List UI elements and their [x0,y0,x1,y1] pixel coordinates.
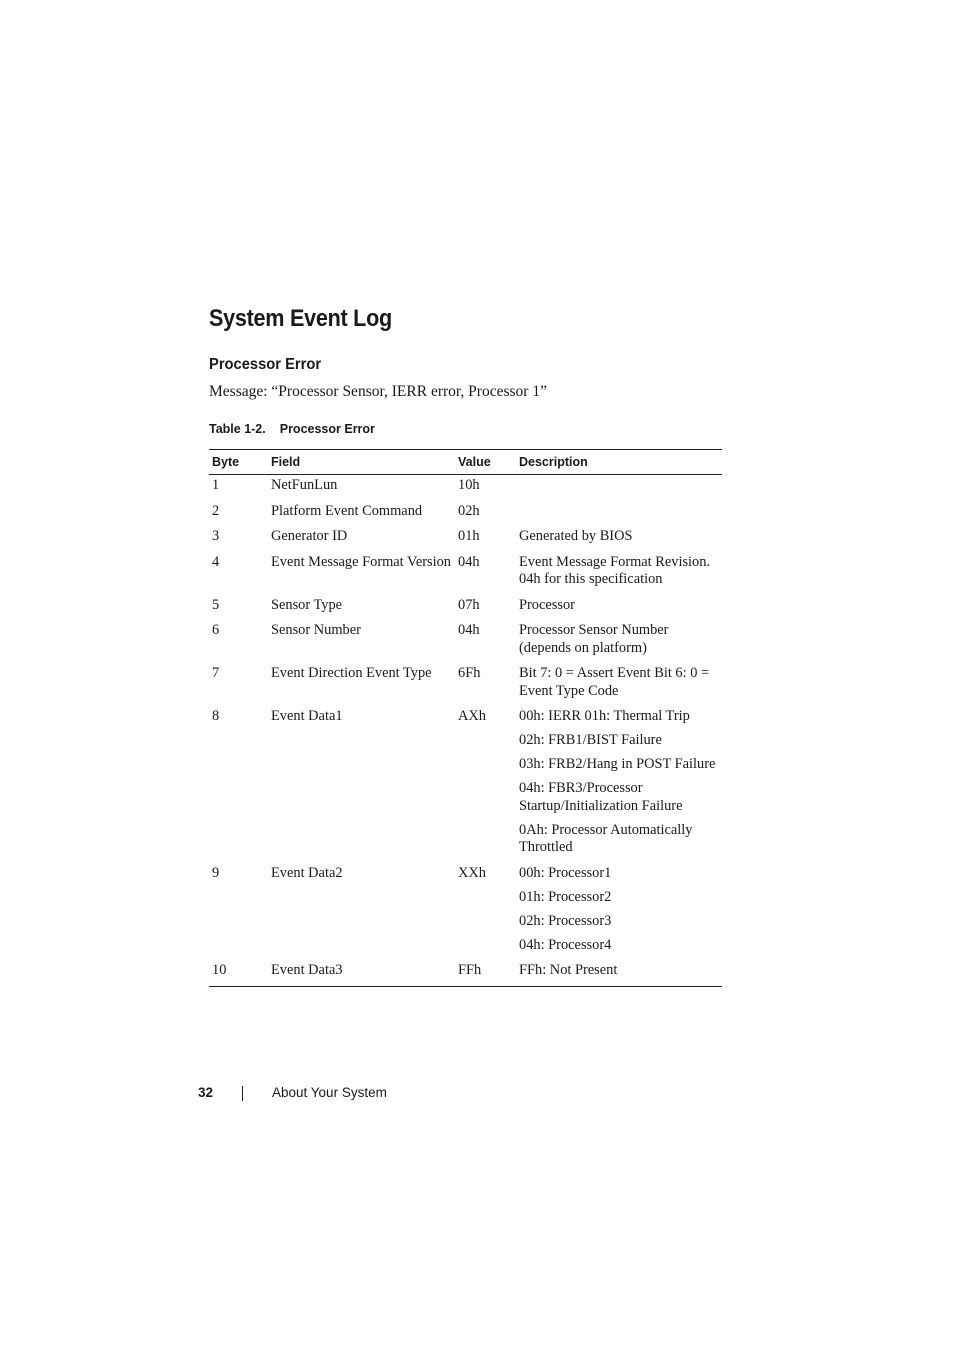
cell-byte: 8 [212,708,220,724]
cell-value: FFh [458,962,482,978]
cell-field: Event Message Format Version [271,553,451,570]
cell-description [516,863,722,961]
cell-description [516,595,722,621]
table-body [209,475,722,987]
cell-field: Event Direction Event Type [271,665,432,681]
cell-value: 02h [458,502,480,519]
description-line: 02h: Processor3 [519,912,612,929]
cell-byte: 1 [212,477,220,493]
processor-error-table [209,449,722,987]
cell-byte: 9 [212,864,220,881]
processor-error-table-wrap [209,449,722,987]
description-line: Generated by BIOS [519,528,633,544]
description-line: 0Ah: Processor Automatically Throttled [519,821,693,855]
page-title: System Event Log [209,305,392,332]
cell-value: 6Fh [458,665,481,681]
header-description: Description [519,455,588,469]
table-caption [209,420,375,438]
table-caption-number: Table 1-2. [209,422,266,436]
description-line: 04h: Processor4 [519,936,612,953]
cell-byte: 10 [212,962,227,978]
cell-field: Sensor Type [271,596,343,613]
table-row [209,663,722,706]
footer-chapter: About Your System [272,1085,387,1100]
message-text: Message: “Processor Sensor, IERR error, Processor 1” [209,383,547,400]
section-heading: Processor Error [209,356,322,373]
cell-description [516,475,722,501]
cell-description [516,663,722,706]
description-line: 02h: FRB1/BIST Failure [519,732,662,748]
table-row [209,526,722,552]
description-line: Bit 7: 0 = Assert Event Bit 6: 0 = Event Type Code [519,665,710,699]
cell-field: NetFunLun [271,477,338,493]
cell-value: XXh [458,864,486,881]
cell-field: Event Data1 [271,708,343,724]
table-row [209,863,722,961]
description-line: 00h: IERR 01h: Thermal Trip [519,708,690,724]
cell-field: Sensor Number [271,622,361,638]
page-footer [0,1083,954,1103]
description-line: 03h: FRB2/Hang in POST Failure [519,756,716,772]
cell-field: Platform Event Command [271,502,423,519]
page-number: 32 [198,1085,214,1100]
cell-description [516,501,722,527]
header-byte: Byte [212,455,240,469]
description-line: 04h: FBR3/Processor Startup/Initialization Failure [519,780,683,814]
table-row [209,501,722,527]
description-line: 00h: Processor1 [519,864,612,881]
cell-description [516,620,722,663]
cell-value: 07h [458,596,480,613]
description-line: FFh: Not Present [519,962,618,978]
cell-byte: 4 [212,553,220,570]
cell-byte: 6 [212,622,220,638]
description-line: Event Message Format Revision. 04h for this specification [519,553,711,587]
header-field: Field [271,455,301,469]
cell-byte: 2 [212,502,220,519]
cell-value: 10h [458,477,480,493]
cell-value: 04h [458,622,480,638]
table-row [209,706,722,863]
cell-description [516,706,722,863]
cell-byte: 5 [212,596,220,613]
table-row [209,475,722,501]
table-row [209,960,722,986]
cell-value: AXh [458,708,486,724]
cell-description [516,526,722,552]
description-line: 01h: Processor2 [519,888,612,905]
table-header-row [209,450,722,475]
table-row [209,620,722,663]
description-line: Processor Sensor Number (depends on platform) [519,622,669,656]
table-row [209,552,722,595]
cell-description [516,960,722,986]
table-row [209,595,722,621]
cell-value: 01h [458,528,480,544]
header-value: Value [458,455,491,469]
cell-value: 04h [458,553,480,570]
cell-description [516,552,722,595]
description-line: Processor [519,596,575,613]
cell-field: Event Data3 [271,962,343,978]
cell-field: Generator ID [271,528,348,544]
cell-byte: 3 [212,528,220,544]
cell-byte: 7 [212,665,220,681]
cell-field: Event Data2 [271,864,343,881]
table-caption-title: Processor Error [279,422,375,436]
footer-separator [242,1086,243,1101]
